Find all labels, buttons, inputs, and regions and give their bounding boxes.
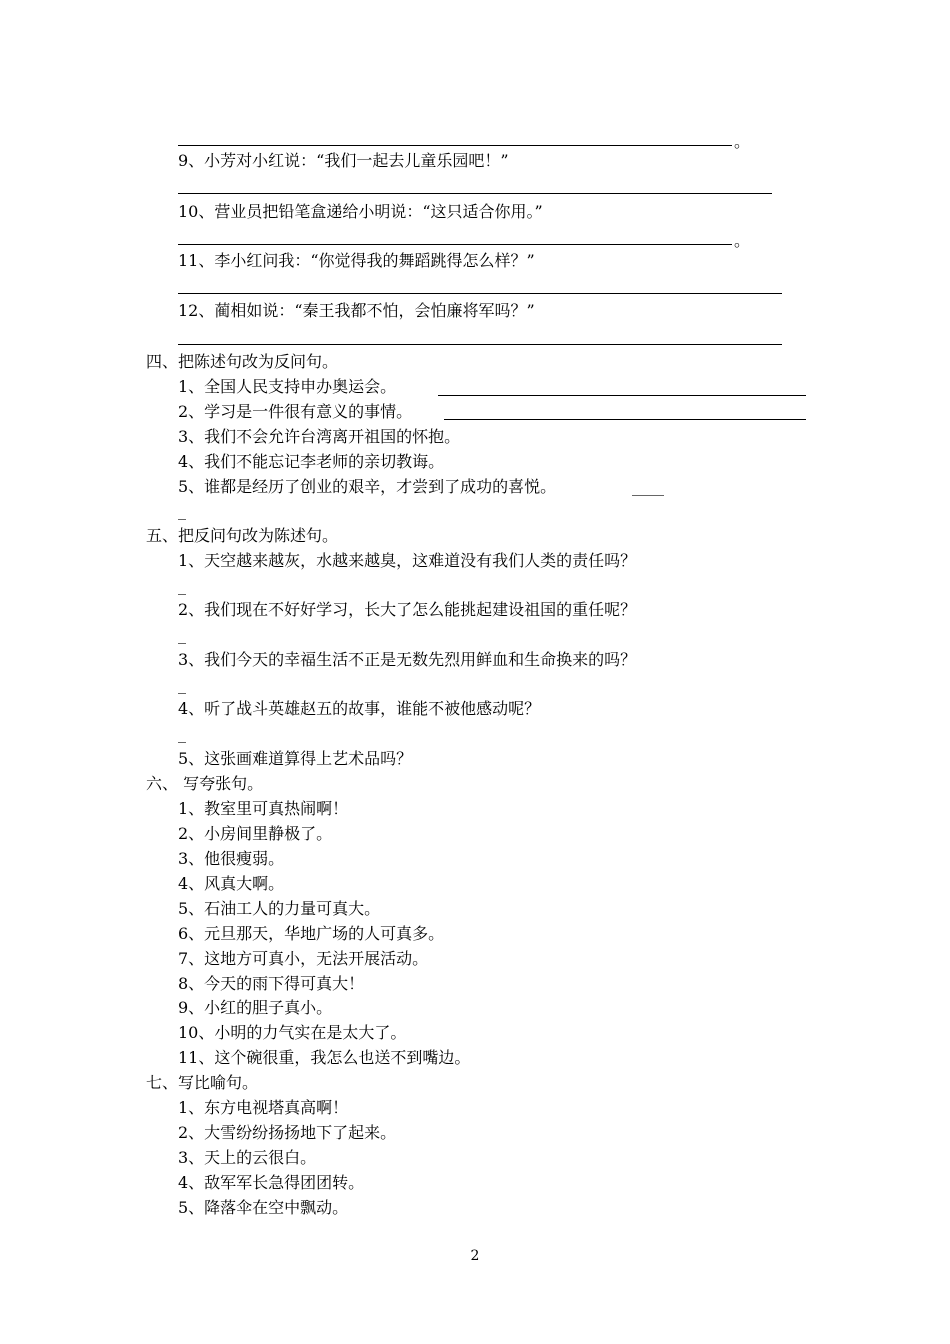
answer-line (444, 419, 806, 420)
list-item: 4、敌军军长急得团团转。 (178, 1173, 365, 1192)
list-item: 1、天空越来越灰，水越来越臭，这难道没有我们人类的责任吗？ (178, 551, 637, 570)
list-item: 2、大雪纷纷扬扬地下了起来。 (178, 1123, 397, 1142)
list-item: 2、我们现在不好好学习，长大了怎么能挑起建设祖国的重任呢？ (178, 600, 637, 619)
answer-line (178, 344, 782, 345)
list-item: 7、这地方可真小，无法开展活动。 (178, 949, 429, 968)
answer-line (178, 293, 782, 294)
rewrite-item: 10、营业员把铅笔盒递给小明说：“这只适合你用。” (178, 202, 543, 221)
list-item: 5、石油工人的力量可真大。 (178, 899, 381, 918)
list-item: 2、小房间里静极了。 (178, 824, 333, 843)
line-end-period: 。 (734, 231, 751, 250)
rewrite-item: 9、小芳对小红说：“我们一起去儿童乐园吧！” (178, 151, 509, 170)
list-item: 4、风真大啊。 (178, 874, 285, 893)
line-end-period: 。 (734, 132, 751, 151)
list-item: 3、天上的云很白。 (178, 1148, 317, 1167)
answer-blank: ____ (632, 477, 664, 496)
list-item: 6、元旦那天，华地广场的人可真多。 (178, 924, 445, 943)
answer-stub: _ (178, 724, 186, 743)
list-item: 11、这个碗很重，我怎么也送不到嘴边。 (178, 1048, 471, 1067)
answer-stub: _ (178, 576, 186, 595)
list-item: 3、他很瘦弱。 (178, 849, 285, 868)
list-item: 5、降落伞在空中飘动。 (178, 1198, 349, 1217)
list-item: 9、小红的胆子真小。 (178, 998, 333, 1017)
list-item: 5、谁都是经历了创业的艰辛，才尝到了成功的喜悦。 (178, 477, 557, 496)
section-title: 五、把反问句改为陈述句。 (146, 526, 339, 545)
list-item: 1、东方电视塔真高啊！ (178, 1098, 349, 1117)
list-item: 3、我们不会允许台湾离开祖国的怀抱。 (178, 427, 461, 446)
answer-stub: _ (178, 675, 186, 694)
answer-line (178, 145, 732, 146)
list-item: 1、全国人民支持申办奥运会。 (178, 377, 397, 396)
list-item: 4、听了战斗英雄赵五的故事，谁能不被他感动呢？ (178, 699, 541, 718)
list-item: 8、今天的雨下得可真大！ (178, 974, 365, 993)
answer-line (178, 244, 732, 245)
section-title: 四、把陈述句改为反问句。 (146, 352, 339, 371)
list-item: 1、教室里可真热闹啊！ (178, 799, 349, 818)
list-item: 10、小明的力气实在是太大了。 (178, 1023, 407, 1042)
list-item: 5、这张画难道算得上艺术品吗？ (178, 749, 413, 768)
section-title: 六、 写夸张句。 (146, 774, 264, 793)
list-item: 2、学习是一件很有意义的事情。 (178, 402, 413, 421)
list-item: 3、我们今天的幸福生活不正是无数先烈用鲜血和生命换来的吗？ (178, 650, 637, 669)
answer-stub: _ (178, 625, 186, 644)
answer-stub: _ (178, 501, 186, 520)
section-title: 七、写比喻句。 (146, 1073, 259, 1092)
answer-line (178, 193, 772, 194)
list-item: 4、我们不能忘记李老师的亲切教诲。 (178, 452, 445, 471)
page-number: 2 (470, 1248, 480, 1264)
rewrite-item: 11、李小红问我：“你觉得我的舞蹈跳得怎么样？” (178, 251, 535, 270)
rewrite-item: 12、蔺相如说：“秦王我都不怕，会怕廉将军吗？” (178, 301, 535, 320)
answer-line (438, 395, 806, 396)
